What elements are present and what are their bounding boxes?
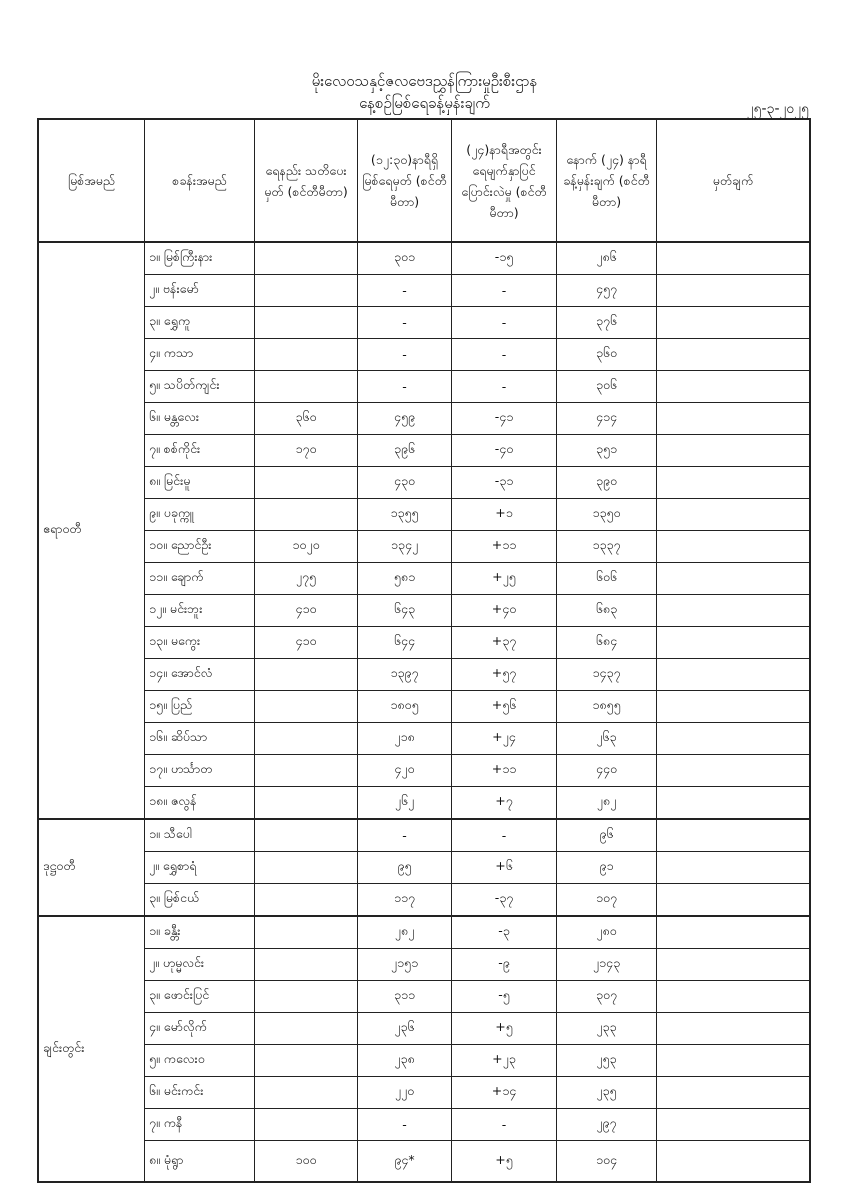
level-change: -၉ <box>452 949 557 981</box>
current-level: ၆၄၃ <box>358 595 452 627</box>
low-warning-level <box>255 884 358 917</box>
remarks-cell <box>657 467 811 499</box>
low-warning-level <box>255 467 358 499</box>
low-warning-level <box>255 852 358 884</box>
table-row <box>38 435 810 467</box>
table-row <box>38 563 810 595</box>
col-change: (၂၄)နာရီအတွင်း ရေမျက်နှာပြင် ပြောင်းလဲမှု (စင်တီမီတာ) <box>452 119 557 242</box>
forecast-level: ၁၄၃၇ <box>557 659 657 691</box>
low-warning-level <box>255 659 358 691</box>
station-name: ၁။ သီပေါ <box>145 819 255 852</box>
current-level: ၂၁၅၁ <box>358 949 452 981</box>
station-name: ၄။ မော်လိုက် <box>145 1013 255 1045</box>
document-title: မိုးလေဝသနှင့်ဇလဗေဒညွှန်ကြားမှုဦးစီးဌာန <box>311 72 538 90</box>
station-name: ၁၀။ ညောင်ဦး <box>145 531 255 563</box>
forecast-level: ၁၈၅၅ <box>557 691 657 723</box>
low-warning-level: ၃၆၀ <box>255 403 358 435</box>
forecast-level: ၂၈၆ <box>557 242 657 275</box>
station-name: ၃။ မြစ်ငယ် <box>145 884 255 917</box>
table-row <box>38 884 810 917</box>
level-change: +၁၁ <box>452 531 557 563</box>
remarks-cell <box>657 981 811 1013</box>
forecast-level: ၁၃၅၀ <box>557 499 657 531</box>
station-name: ၇။ ကနီ <box>145 1109 255 1141</box>
low-warning-level <box>255 1077 358 1109</box>
table-row <box>38 531 810 563</box>
current-level: ၂၃၈ <box>358 1045 452 1077</box>
table-row <box>38 1077 810 1109</box>
forecast-level: ၆၀၆ <box>557 563 657 595</box>
forecast-level: ၂၅၃ <box>557 1045 657 1077</box>
forecast-level: ၁၀၇ <box>557 884 657 917</box>
station-name: ၈။ မုံရွာ <box>145 1141 255 1183</box>
remarks-cell <box>657 819 811 852</box>
current-level: - <box>358 307 452 339</box>
low-warning-level: ၁၀၀ <box>255 1141 358 1183</box>
remarks-cell <box>657 884 811 917</box>
station-name: ၃။ ရွှေကူ <box>145 307 255 339</box>
col-river: မြစ်အမည် <box>38 119 145 242</box>
level-change: +၃၇ <box>452 627 557 659</box>
current-level: ၂၂၀ <box>358 1077 452 1109</box>
forecast-level: ၂၆၃ <box>557 723 657 755</box>
remarks-cell <box>657 339 811 371</box>
forecast-level: ၂၈၂ <box>557 787 657 820</box>
level-change: +၆ <box>452 852 557 884</box>
table-row <box>38 1109 810 1141</box>
table-row <box>38 1013 810 1045</box>
remarks-cell <box>657 531 811 563</box>
table-row <box>38 723 810 755</box>
table-row <box>38 275 810 307</box>
remarks-cell <box>657 691 811 723</box>
col-remarks: မှတ်ချက် <box>657 119 811 242</box>
remarks-cell <box>657 723 811 755</box>
table-row <box>38 787 810 820</box>
table-row <box>38 659 810 691</box>
forecast-level: ၃၀၇ <box>557 981 657 1013</box>
remarks-cell <box>657 627 811 659</box>
col-station: စခန်းအမည် <box>145 119 255 242</box>
current-level: ၄၂၀ <box>358 755 452 787</box>
table-row <box>38 691 810 723</box>
station-name: ၁၃။ မကွေး <box>145 627 255 659</box>
low-warning-level: ၁၇၀ <box>255 435 358 467</box>
remarks-cell <box>657 787 811 820</box>
forecast-level: ၉၆ <box>557 819 657 852</box>
river-name: ဒုဋ္ဌဝတီ <box>38 819 145 916</box>
table-row <box>38 755 810 787</box>
station-name: ၁။ ခန္တီး <box>145 916 255 949</box>
station-name: ၂။ ရွှေစာရံ <box>145 852 255 884</box>
low-warning-level <box>255 371 358 403</box>
station-name: ၅။ ကလေးဝ <box>145 1045 255 1077</box>
current-level: ၁၃၄၂ <box>358 531 452 563</box>
table-row <box>38 1141 810 1183</box>
current-level: ၁၃၉၇ <box>358 659 452 691</box>
level-change: +၁၄ <box>452 1077 557 1109</box>
table-row <box>38 981 810 1013</box>
low-warning-level <box>255 242 358 275</box>
remarks-cell <box>657 275 811 307</box>
current-level: ၂၃၆ <box>358 1013 452 1045</box>
level-change: - <box>452 371 557 403</box>
low-warning-level: ၁၀၂၀ <box>255 531 358 563</box>
low-warning-level <box>255 1045 358 1077</box>
level-change: +၁၁ <box>452 755 557 787</box>
table-row <box>38 242 810 275</box>
remarks-cell <box>657 595 811 627</box>
forecast-level: ၁၃၃၇ <box>557 531 657 563</box>
station-name: ၁။ မြစ်ကြီးနား <box>145 242 255 275</box>
current-level: - <box>358 339 452 371</box>
level-change: - <box>452 307 557 339</box>
river-level-table <box>37 118 811 1183</box>
station-name: ၄။ ကသာ <box>145 339 255 371</box>
remarks-cell <box>657 371 811 403</box>
level-change: +၅၇ <box>452 659 557 691</box>
level-change: -၅ <box>452 981 557 1013</box>
level-change: +၂၅ <box>452 563 557 595</box>
level-change: +၅၆ <box>452 691 557 723</box>
remarks-cell <box>657 563 811 595</box>
remarks-cell <box>657 1013 811 1045</box>
station-name: ၁၆။ ဆိပ်သာ <box>145 723 255 755</box>
level-change: -၄၁ <box>452 403 557 435</box>
current-level: ၃၁၁ <box>358 981 452 1013</box>
table-row <box>38 339 810 371</box>
station-name: ၁၄။ အောင်လံ <box>145 659 255 691</box>
forecast-level: ၂၃၃ <box>557 1013 657 1045</box>
level-change: +၁ <box>452 499 557 531</box>
report-date: ၂၅-၃-၂၀၂၅ <box>746 101 809 117</box>
low-warning-level <box>255 916 358 949</box>
current-level: ၁၈၀၅ <box>358 691 452 723</box>
table-row <box>38 467 810 499</box>
current-level: ၉၄* <box>358 1141 452 1183</box>
station-name: ၉။ ပခုက္ကူ <box>145 499 255 531</box>
low-warning-level <box>255 1013 358 1045</box>
current-level: - <box>358 819 452 852</box>
forecast-level: ၃၅၁ <box>557 435 657 467</box>
station-name: ၅။ သပိတ်ကျင်း <box>145 371 255 403</box>
low-warning-level <box>255 499 358 531</box>
level-change: -၃၇ <box>452 884 557 917</box>
current-level: - <box>358 371 452 403</box>
forecast-level: ၉၁ <box>557 852 657 884</box>
table-row <box>38 819 810 852</box>
remarks-cell <box>657 916 811 949</box>
low-warning-level <box>255 949 358 981</box>
remarks-cell <box>657 435 811 467</box>
level-change: +၂၃ <box>452 1045 557 1077</box>
low-warning-level <box>255 339 358 371</box>
current-level: ၄၃၀ <box>358 467 452 499</box>
low-warning-level <box>255 275 358 307</box>
level-change: - <box>452 819 557 852</box>
low-warning-level <box>255 307 358 339</box>
remarks-cell <box>657 949 811 981</box>
remarks-cell <box>657 659 811 691</box>
low-warning-level <box>255 787 358 820</box>
remarks-cell <box>657 1109 811 1141</box>
table-row <box>38 1045 810 1077</box>
remarks-cell <box>657 852 811 884</box>
low-warning-level <box>255 723 358 755</box>
level-change: -၃၁ <box>452 467 557 499</box>
remarks-cell <box>657 1045 811 1077</box>
level-change: +၄၀ <box>452 595 557 627</box>
forecast-level: ၁၀၄ <box>557 1141 657 1183</box>
forecast-level: ၃၆၀ <box>557 339 657 371</box>
level-change: +၅ <box>452 1141 557 1183</box>
level-change: +၇ <box>452 787 557 820</box>
station-name: ၂။ ဗန်းမော် <box>145 275 255 307</box>
col-low-warning: ရေနည်း သတိပေးမှတ် (စင်တီမီတာ) <box>255 119 358 242</box>
col-forecast: နောက် (၂၄) နာရီ ခန့်မှန်းချက် (စင်တီမီတာ) <box>557 119 657 242</box>
table-row <box>38 627 810 659</box>
station-name: ၁၁။ ချောက် <box>145 563 255 595</box>
station-name: ၃။ ဖောင်းပြင် <box>145 981 255 1013</box>
current-level: ၂၈၂ <box>358 916 452 949</box>
forecast-level: ၂၉၇ <box>557 1109 657 1141</box>
level-change: +၅ <box>452 1013 557 1045</box>
table-row <box>38 595 810 627</box>
col-current-level: (၁၂:၃၀)နာရီရှိ မြစ်ရေမှတ် (စင်တီမီတာ) <box>358 119 452 242</box>
remarks-cell <box>657 1141 811 1183</box>
forecast-level: ၆၈၃ <box>557 595 657 627</box>
forecast-level: ၄၅၇ <box>557 275 657 307</box>
level-change: +၂၄ <box>452 723 557 755</box>
station-name: ၆။ မန္တလေး <box>145 403 255 435</box>
low-warning-level: ၄၁၀ <box>255 627 358 659</box>
station-name: ၁၈။ ဇလွန် <box>145 787 255 820</box>
forecast-level: ၆၈၄ <box>557 627 657 659</box>
current-level: ၁၁၇ <box>358 884 452 917</box>
level-change: -၃ <box>452 916 557 949</box>
level-change: -၄၀ <box>452 435 557 467</box>
low-warning-level: ၂၇၅ <box>255 563 358 595</box>
low-warning-level <box>255 1109 358 1141</box>
low-warning-level: ၄၁၀ <box>255 595 358 627</box>
level-change: - <box>452 339 557 371</box>
current-level: ၉၅ <box>358 852 452 884</box>
level-change: -၁၅ <box>452 242 557 275</box>
current-level: - <box>358 1109 452 1141</box>
low-warning-level <box>255 691 358 723</box>
current-level: - <box>358 275 452 307</box>
current-level: ၃၀၁ <box>358 242 452 275</box>
remarks-cell <box>657 499 811 531</box>
current-level: ၅၈၁ <box>358 563 452 595</box>
current-level: ၄၅၉ <box>358 403 452 435</box>
table-row <box>38 307 810 339</box>
station-name: ၁၂။ မင်းဘူး <box>145 595 255 627</box>
remarks-cell <box>657 403 811 435</box>
level-change: - <box>452 1109 557 1141</box>
low-warning-level <box>255 819 358 852</box>
station-name: ၈။ မြင်းမူ <box>145 467 255 499</box>
station-name: ၆။ မင်းကင်း <box>145 1077 255 1109</box>
forecast-level: ၂၈၀ <box>557 916 657 949</box>
table-row <box>38 371 810 403</box>
forecast-level: ၂၁၄၃ <box>557 949 657 981</box>
current-level: ၂၆၂ <box>358 787 452 820</box>
forecast-level: ၂၃၅ <box>557 1077 657 1109</box>
station-name: ၁၇။ ဟင်္သာတ <box>145 755 255 787</box>
table-row <box>38 852 810 884</box>
current-level: ၆၄၄ <box>358 627 452 659</box>
low-warning-level <box>255 755 358 787</box>
station-name: ၂။ ဟုမ္မလင်း <box>145 949 255 981</box>
forecast-level: ၃၇၆ <box>557 307 657 339</box>
low-warning-level <box>255 981 358 1013</box>
table-row <box>38 916 810 949</box>
river-name: ဧရာဝတီ <box>38 242 145 819</box>
document-subtitle: နေ့စဉ်မြစ်ရေခန့်မှန်းချက် <box>359 94 490 112</box>
forecast-level: ၄၁၄ <box>557 403 657 435</box>
remarks-cell <box>657 242 811 275</box>
table-row <box>38 949 810 981</box>
forecast-level: ၄၄၀ <box>557 755 657 787</box>
current-level: ၁၃၅၅ <box>358 499 452 531</box>
table-row <box>38 499 810 531</box>
forecast-level: ၃၉၀ <box>557 467 657 499</box>
current-level: ၂၁၈ <box>358 723 452 755</box>
forecast-level: ၃၀၆ <box>557 371 657 403</box>
level-change: - <box>452 275 557 307</box>
table-header-row <box>38 119 810 242</box>
river-name: ချင်းတွင်း <box>38 916 145 1182</box>
station-name: ၇။ စစ်ကိုင်း <box>145 435 255 467</box>
remarks-cell <box>657 307 811 339</box>
remarks-cell <box>657 755 811 787</box>
station-name: ၁၅။ ပြည် <box>145 691 255 723</box>
current-level: ၃၉၆ <box>358 435 452 467</box>
remarks-cell <box>657 1077 811 1109</box>
table-row <box>38 403 810 435</box>
